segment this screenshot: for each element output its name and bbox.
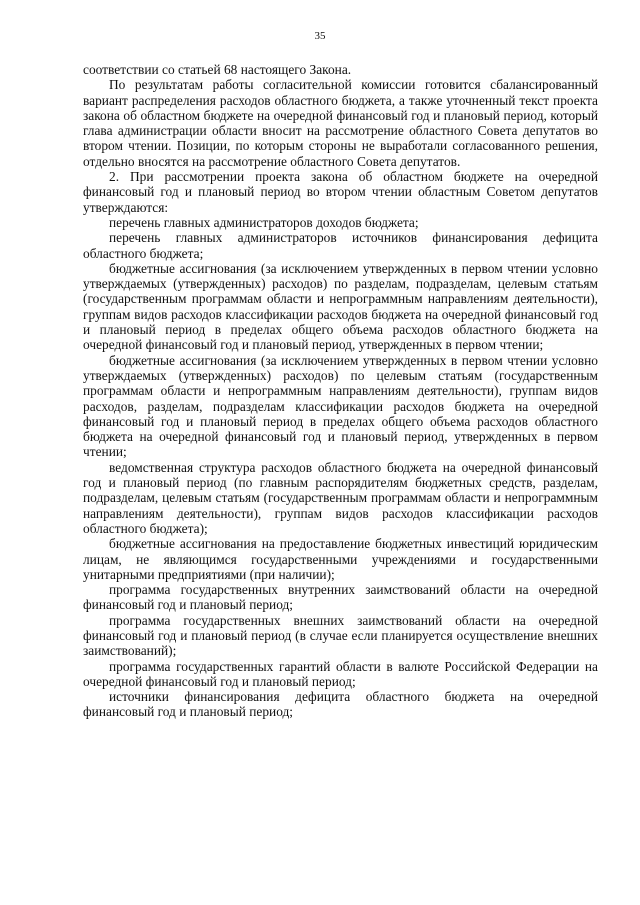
paragraph-conciliation-commission: По результатам работы согласительной комиссии готовится сбалансированный вариант распределения расходов областного бюджета, а также уточненный текст проекта закона об областном бюджете на очередной финансовый год и плановый период, который глава администрации области вносит на рассмотрение областного Совета депутатов во втором чтении. Позиции, по которым стороны не выработали согласованного решения, отдельно вносятся на рассмотрение областного Совета депутатов.: [83, 77, 598, 169]
document-body: [83, 62, 598, 720]
page-number: 35: [314, 30, 326, 42]
list-item-allocations-by-sections: бюджетные ассигнования (за исключением утвержденных в первом чтении условно утверждаемых (утвержденных) расходов) по разделам, подразделам, целевым статьям (государственным программам области и непрограммным направлениям деятельности), группам видов расходов классификации расходов бюджета на очередной финансовый год и плановый период в пределах общего объема расходов областного бюджета на очередной финансовый год и плановый период, утвержденных в первом чтении;: [83, 260, 598, 353]
list-item-budget-investments: бюджетные ассигнования на предоставление бюджетных инвестиций юридическим лицам, не являющимся государственными учреждениями и государственными унитарными предприятиями (при наличии);: [83, 536, 598, 582]
list-item-deficit-sources-administrators: перечень главных администраторов источников финансирования дефицита областного бюджета;: [83, 230, 598, 261]
list-item-departmental-structure: ведомственная структура расходов областного бюджета на очередной финансовый год и плановый период (по главным распорядителям бюджетных средств, разделам, подразделам, целевым статьям (государственным программам области и непрограммным направлениям деятельности), группам видов расходов классификации расходов областного бюджета);: [83, 459, 598, 536]
list-item-external-borrowings: программа государственных внешних заимствований области на очередной финансовый год и плановый период (в случае если планируется осуществление внешних заимствований);: [83, 612, 598, 659]
list-item-allocations-by-target-articles: бюджетные ассигнования (за исключением утвержденных в первом чтении условно утверждаемых (утвержденных) расходов) по целевым статьям (государственным программам области и непрограммным направлениям деятельности), группам видов расходов, разделам, подразделам классификации расходов бюджета на очередной финансовый год и плановый период в пределах общего объема расходов областного бюджета на очередной финансовый год и плановый период, утвержденных в первом чтении;: [83, 352, 598, 460]
list-item-internal-borrowings: программа государственных внутренних заимствований области на очередной финансовый год и плановый период;: [83, 582, 598, 613]
paragraph-continuation: соответствии со статьей 68 настоящего Закона.: [83, 62, 352, 77]
list-item-state-guarantees: программа государственных гарантий области в валюте Российской Федерации на очередной финансовый год и плановый период;: [83, 658, 598, 689]
list-item-revenue-administrators: перечень главных администраторов доходов бюджета;: [109, 214, 419, 230]
list-item-deficit-financing-sources: источники финансирования дефицита областного бюджета на очередной финансовый год и плановый период;: [83, 689, 598, 720]
paragraph-second-reading: 2. При рассмотрении проекта закона об областном бюджете на очередной финансовый год и плановый период во втором чтении областным Советом депутатов утверждаются:: [83, 169, 598, 215]
